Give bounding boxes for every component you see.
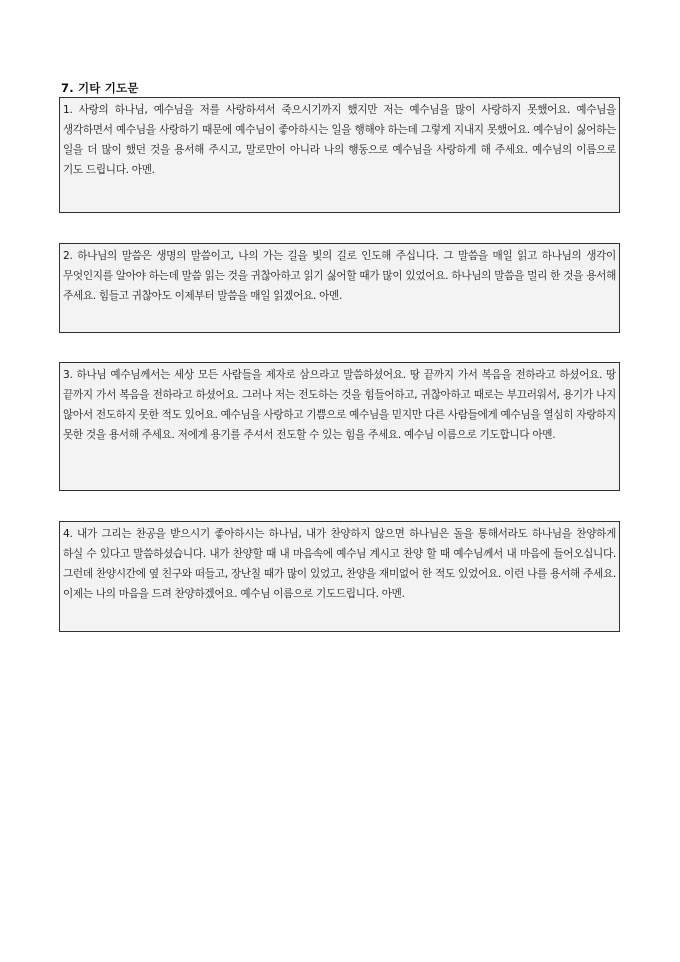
prayer-box-4 <box>59 521 620 632</box>
section-title: 7. 기타 기도문 <box>61 81 139 95</box>
prayer-text-3: 3. 하나님 예수님께서는 세상 모든 사람들을 제자로 삼으라고 말씀하셨어요. 땅 끝까지 가서 복음을 전하라고 하셨어요. 땅 끝까지 가서 복음을 전하라고 하셨어요. 그러나 저는 전도하는 것을 힘들어하고, 귀찮아하고 때로는 부끄러워서, 용기가 나지 않아서 전도하지 못한 적도 있어요. 예수님을 사랑하고 기쁨으로 예수님을 믿지만 다른 사람들에게 예수님을 열심히 자랑하지 못한 것을 용서해 주세요. 저에게 용기를 주셔서 전도할 수 있는 힘을 주세요. 예수님 이름으로 기도합니다 아멘. <box>63 369 616 441</box>
prayer-text-1: 1. 사랑의 하나님, 예수님을 저를 사랑하셔서 죽으시기까지 했지만 저는 예수님을 많이 사랑하지 못했어요. 예수님을 생각하면서 예수님을 사랑하기 때문에 예수님이 좋아하시는 일을 행해야 하는데 그렇게 지내지 못했어요. 예수님이 싫어하는 일을 더 많이 했던 것을 용서해 주시고, 말로만이 아니라 나의 행동으로 예수님을 사랑하게 해 주세요. 예수님의 이름으로 기도 드립니다. 아멘. <box>63 104 616 176</box>
prayer-box-2 <box>59 243 620 333</box>
prayer-box-1 <box>59 97 620 213</box>
prayer-text-2: 2. 하나님의 말씀은 생명의 말씀이고, 나의 가는 길을 빛의 길로 인도해 주십니다. 그 말씀을 매일 읽고 하나님의 생각이 무엇인지를 알아야 하는데 말씀 읽는 것을 귀찮아하고 읽기 싫어할 때가 많이 있었어요. 하나님의 말씀을 멀리 한 것을 용서해 주세요. 힘들고 귀찮아도 이제부터 말씀을 매일 읽겠어요. 아멘. <box>63 250 616 302</box>
prayer-box-3 <box>59 362 620 491</box>
prayer-text-4: 4. 내가 그리는 찬공을 받으시기 좋아하시는 하나님, 내가 찬양하지 않으면 하나님은 돌을 통해서라도 하나님을 찬양하게 하실 수 있다고 말씀하셨습니다. 내가 찬양할 때 내 마음속에 예수님 계시고 찬양 할 때 예수님께서 내 마음에 들어오십니다. 그런데 찬양시간에 옆 친구와 떠들고, 장난칠 때가 많이 있었고, 찬양을 재미없어 한 적도 있었어요. 이런 나를 용서해 주세요. 이제는 나의 마음을 드려 찬양하겠어요. 예수님 이름으로 기도드립니다. 아멘. <box>63 528 616 600</box>
